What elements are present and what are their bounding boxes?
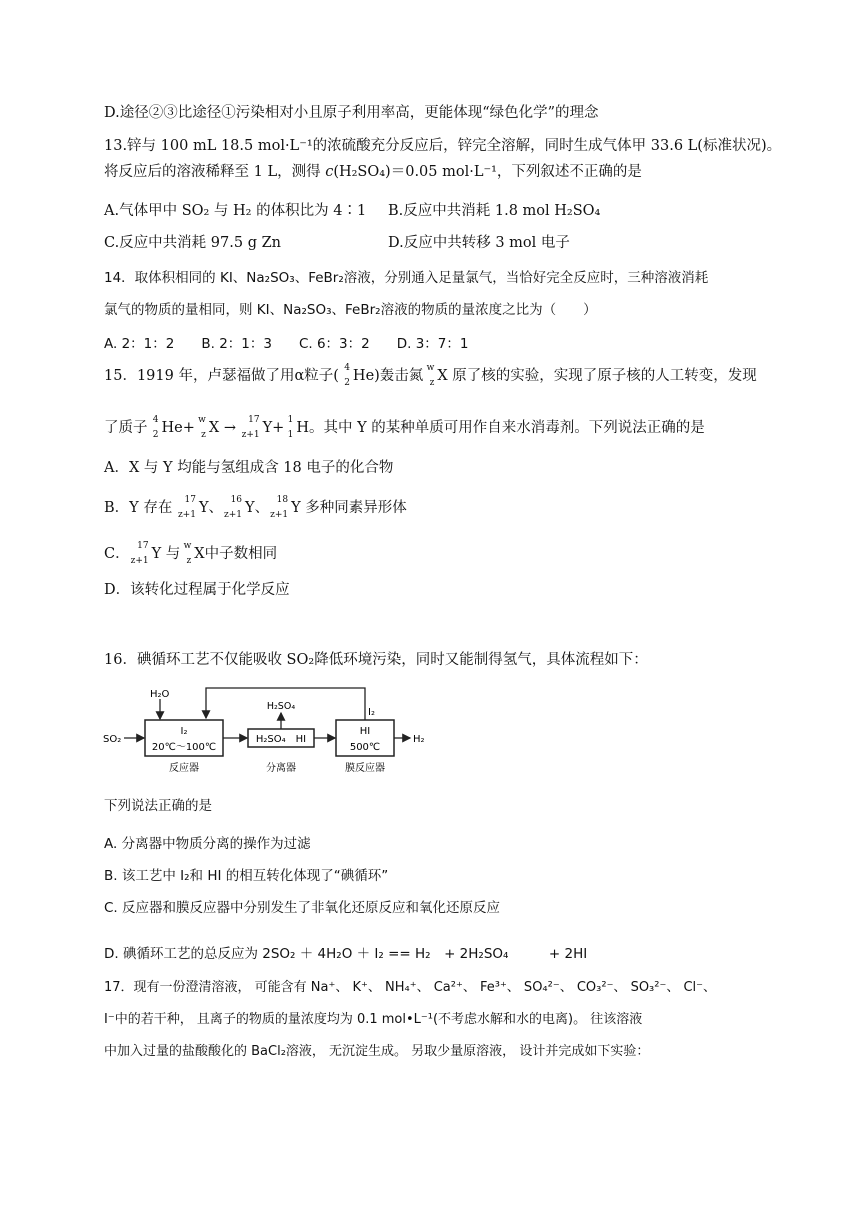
h2so4-out-label: H₂SO₄: [266, 701, 296, 712]
text-line: D.途径②③比途径①污染相对小且原子利用率高，更能体现“绿色化学”的理念: [104, 105, 599, 121]
element-symbol: X: [194, 546, 205, 562]
membrane-name: 膜反应器: [345, 763, 385, 774]
question-14-options: A. 2：1：2 B. 2：1：3 C. 6：3：2 D. 3：7：1: [104, 336, 469, 352]
option-13-c: C.反应中共消耗 97.5 g Zn: [104, 235, 281, 251]
question-15-line1: [104, 362, 757, 390]
question-16: 16．碘循环工艺不仅能吸收 SO₂降低环境污染，同时又能制得氢气，具体流程如下：: [104, 652, 648, 668]
option-15-d: D．该转化过程属于化学反应: [104, 582, 290, 598]
question-17-line3: 中加入过量的盐酸酸化的 BaCl₂溶液， 无沉淀生成。 另取少量原溶液， 设计并完成如下实验：: [104, 1044, 650, 1059]
option-13-d: D.反应中共转移 3 mol 电子: [388, 235, 570, 251]
question-15-line2: [104, 414, 705, 442]
option-15-c: [104, 540, 277, 568]
isotope-y18: 18 z+1: [270, 495, 289, 520]
question-17-line1: 17．现有一份澄清溶液， 可能含有 Na⁺、 K⁺、 NH₄⁺、 Ca²⁺、 Fe³⁺、 SO₄²⁻、 CO₃²⁻、 SO₃²⁻、 Cl⁻、: [104, 980, 717, 995]
separator: 、: [254, 500, 270, 516]
element-symbol: Y: [291, 500, 301, 516]
so2-label: SO₂: [103, 734, 122, 745]
separator-name: 分离器: [266, 763, 296, 774]
isotope-y17: 17 z+1: [177, 495, 196, 520]
membrane-line2: 500℃: [349, 742, 381, 753]
text: 了质子: [104, 420, 148, 436]
option-letter: C．: [104, 546, 130, 562]
membrane-line1: HI: [359, 726, 371, 737]
isotope-x: w z: [198, 415, 206, 440]
option-13-a: A.气体甲中 SO₂ 与 H₂ 的体积比为 4∶1: [104, 203, 367, 219]
isotope-y16: 16 z+1: [224, 495, 243, 520]
question-13-line1: 13.锌与 100 mL 18.5 mol·L⁻¹的浓硫酸充分反应后，锌完全溶解，同时生成气体甲 33.6 L(标准状况)。: [104, 138, 782, 154]
element-symbol: H: [296, 420, 309, 436]
isotope-x: w z: [183, 541, 192, 566]
reactor-name: 反应器: [169, 763, 199, 774]
question-14-line1: 14．取体积相同的 KI、Na₂SO₃、FeBr₂溶液，分别通入足量氯气，当恰好完全反应时，三种溶液消耗: [104, 270, 709, 286]
h2-label: H₂: [413, 734, 425, 745]
element-symbol: Y: [151, 546, 162, 562]
reactor-line1: I₂: [180, 726, 188, 737]
text: 与: [165, 546, 181, 562]
plus-sign: +: [272, 420, 285, 436]
question-13-line2: [104, 162, 642, 182]
text: 多种同素异形体: [305, 500, 407, 516]
option-16-c: C. 反应器和膜反应器中分别发生了非氧化还原反应和氧化还原反应: [104, 900, 501, 916]
text: 。其中 Y 的某种单质可用作自来水消毒剂。下列说法正确的是: [308, 420, 705, 436]
isotope-y17: 17 z+1: [130, 541, 149, 566]
text: X 原了核的实验，实现了原子核的人工转变，发现: [437, 368, 757, 384]
text: 将反应后的溶液稀释至 1 L，测得: [104, 164, 326, 180]
element-symbol: X: [208, 420, 220, 436]
isotope-h: 1 1: [287, 415, 294, 440]
isotope-x: w z: [426, 363, 435, 388]
element-symbol: Y: [262, 420, 273, 436]
option-16-a: A. 分离器中物质分离的操作为过滤: [104, 836, 311, 852]
i2-recycle-label: I₂: [368, 707, 375, 718]
concentration-symbol: c: [325, 164, 334, 180]
h2o-label: H₂O: [150, 689, 170, 700]
option-13-b: B.反应中共消耗 1.8 mol H₂SO₄: [388, 203, 601, 219]
isotope-he: 4 2: [344, 363, 350, 388]
option-16-b: B. 该工艺中 I₂和 HI 的相互转化体现了“碘循环”: [104, 868, 389, 884]
text: 中子数相同: [204, 546, 278, 562]
text: (H₂SO₄)＝0.05 mol·L⁻¹，下列叙述不正确的是: [333, 164, 642, 180]
text: He)轰击氮: [352, 368, 424, 384]
question-14-line2: 氯气的物质的量相同，则 KI、Na₂SO₃、FeBr₂溶液的物质的量浓度之比为（ ）: [104, 302, 597, 318]
option-15-b: [104, 494, 407, 522]
question-17-line2: I⁻中的若干种， 且离子的物质的量浓度均为 0.1 mol•L⁻¹(不考虑水解和水的电离)。 往该溶液: [104, 1012, 643, 1027]
text: 15．1919 年，卢瑟福做了用α粒子(: [104, 368, 339, 384]
reactor-line2: 20℃～100℃: [151, 742, 217, 753]
separator-contents: H₂SO₄ HI: [255, 734, 307, 745]
text: B．Y 存在: [104, 500, 173, 516]
element-symbol: Y: [245, 500, 255, 516]
plus-sign: +: [182, 420, 195, 436]
option-16-d: D. 碘循环工艺的总反应为 2SO₂ ＋ 4H₂O ＋ I₂ == H₂ + 2H₂SO₄ + 2HI: [104, 946, 588, 962]
arrow-icon: →: [223, 420, 236, 436]
question-16-lead: 下列说法正确的是: [104, 798, 212, 814]
isotope-he: 4 2: [152, 415, 159, 440]
separator: 、: [208, 500, 224, 516]
isotope-y: 17 z+1: [241, 415, 260, 440]
iodine-cycle-flow-diagram: [100, 685, 430, 785]
element-symbol: He: [161, 420, 183, 436]
element-symbol: Y: [198, 500, 209, 516]
option-15-a: A．X 与 Y 均能与氢组成含 18 电子的化合物: [104, 460, 394, 476]
